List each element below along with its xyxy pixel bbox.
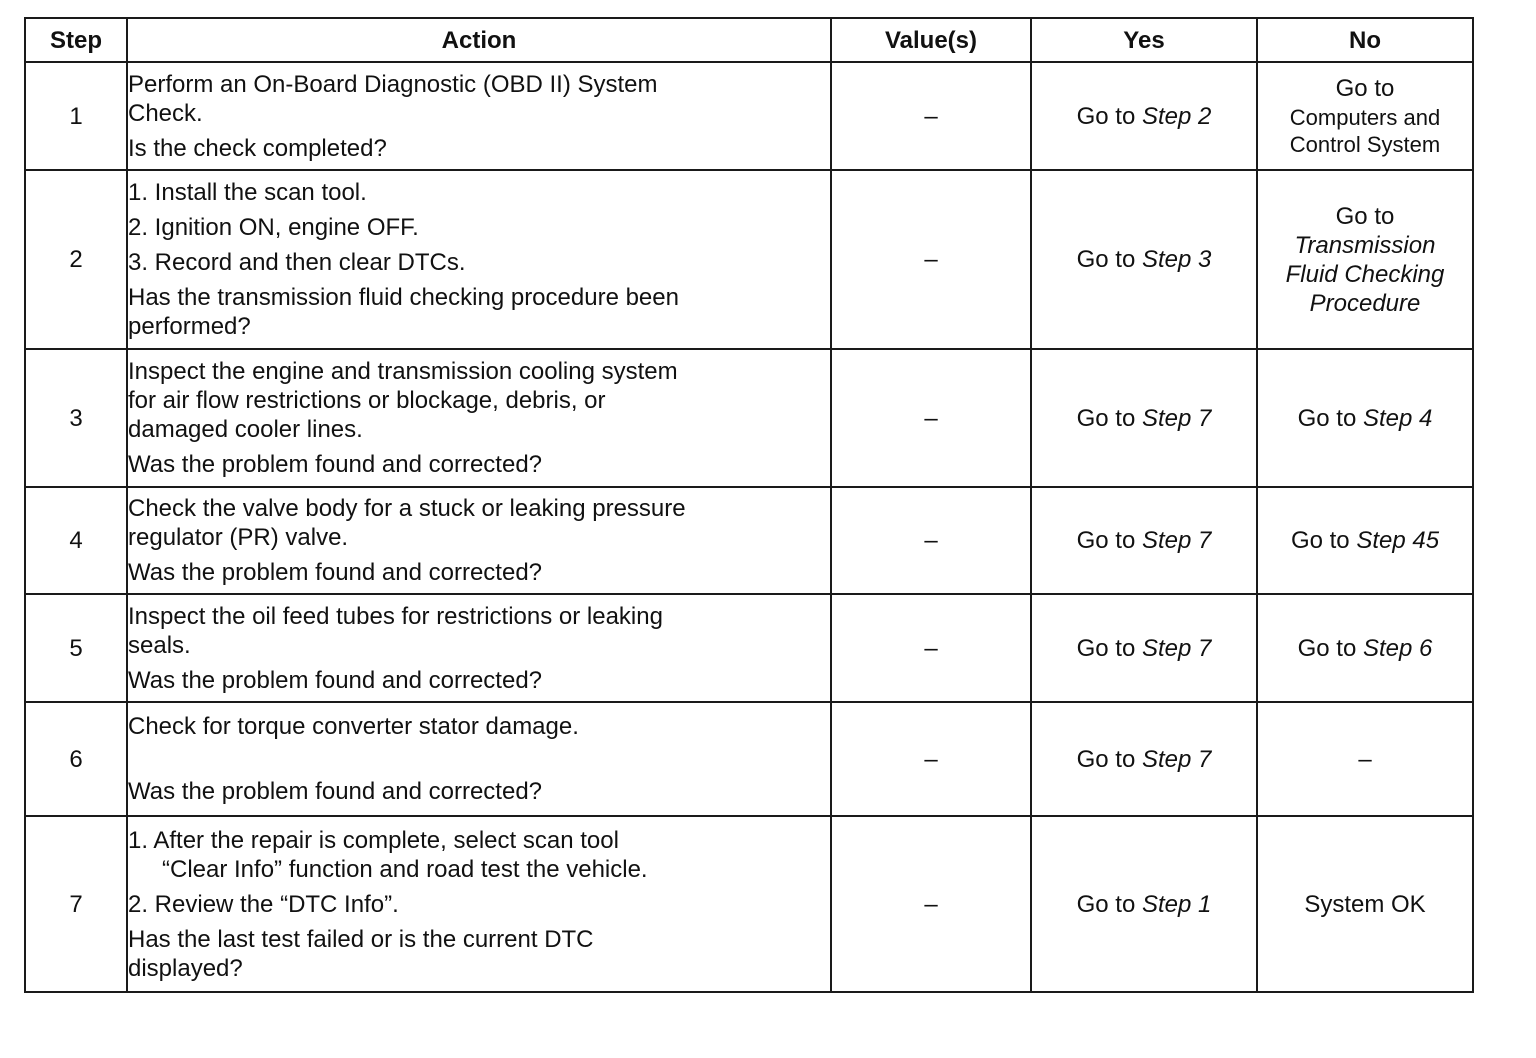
no-cell: System OK [1257, 816, 1473, 992]
action-line: Has the last test failed or is the current DTC [128, 925, 594, 953]
no-cell [1257, 349, 1473, 487]
action-line: Inspect the oil feed tubes for restrictions or leaking [128, 602, 663, 630]
action-line: regulator (PR) valve. [128, 524, 349, 551]
yes-step-link[interactable]: Step 3 [1141, 246, 1212, 273]
header-no: No [1257, 18, 1473, 62]
action-line: Check for torque converter stator damage. [128, 713, 579, 740]
yes-cell [1031, 349, 1257, 487]
no-cell [1257, 487, 1473, 594]
value-cell: – [831, 816, 1031, 992]
yes-cell [1031, 594, 1257, 702]
step-number: 3 [25, 349, 127, 487]
action-line: “Clear Info” function and road test the vehicle. [162, 855, 648, 883]
action-line: seals. [128, 631, 191, 659]
action-line: Inspect the engine and transmission cooling system [128, 358, 678, 385]
yes-step-link[interactable]: Step 7 [1141, 634, 1212, 662]
table-row [25, 594, 1473, 702]
yes-cell [1031, 702, 1257, 816]
no-line: Go to [1335, 202, 1395, 230]
action-cell [127, 62, 831, 170]
no-prefix: Go to [1290, 527, 1357, 554]
yes-prefix: Go to [1076, 527, 1142, 554]
action-line: 1. Install the scan tool. [128, 179, 367, 206]
table-row [25, 816, 1473, 992]
no-cell [1257, 594, 1473, 702]
no-step-link[interactable]: Procedure [1309, 289, 1421, 317]
yes-step-link[interactable]: Step 7 [1141, 404, 1212, 432]
action-line: performed? [128, 313, 251, 340]
yes-prefix: Go to [1076, 102, 1142, 130]
action-line: Has the transmission fluid checking procedure been [128, 284, 679, 311]
diagnostic-table [24, 17, 1474, 993]
table-row [25, 702, 1473, 816]
step-number: 5 [25, 594, 127, 702]
header-values: Value(s) [831, 18, 1031, 62]
value-cell: – [831, 62, 1031, 170]
action-cell [127, 349, 831, 487]
action-line: damaged cooler lines. [128, 416, 363, 443]
no-step-link[interactable]: Step 4 [1362, 404, 1433, 432]
value-cell: – [831, 702, 1031, 816]
yes-cell [1031, 816, 1257, 992]
action-line: Check the valve body for a stuck or leaking pressure [128, 495, 686, 522]
no-cell [1257, 62, 1473, 170]
value-cell: – [831, 349, 1031, 487]
no-cell: – [1257, 702, 1473, 816]
action-line: Was the problem found and corrected? [128, 778, 543, 805]
no-line[interactable]: Control System [1289, 132, 1441, 157]
yes-cell [1031, 487, 1257, 594]
table-row [25, 349, 1473, 487]
yes-prefix: Go to [1076, 246, 1142, 273]
action-line: 2. Ignition ON, engine OFF. [128, 214, 419, 241]
yes-cell [1031, 170, 1257, 349]
yes-prefix: Go to [1076, 634, 1142, 662]
step-number: 4 [25, 487, 127, 594]
action-line: Was the problem found and corrected? [128, 666, 543, 694]
action-line: Was the problem found and corrected? [128, 559, 543, 586]
action-line: displayed? [128, 954, 243, 982]
yes-step-link[interactable]: Step 1 [1141, 890, 1212, 918]
yes-step-link[interactable]: Step 7 [1141, 527, 1212, 554]
action-line: 2. Review the “DTC Info”. [128, 890, 399, 918]
no-line: Go to [1335, 75, 1395, 102]
value-cell: – [831, 170, 1031, 349]
no-prefix: Go to [1297, 634, 1363, 662]
action-cell [127, 170, 831, 349]
step-number: 6 [25, 702, 127, 816]
header-yes: Yes [1031, 18, 1257, 62]
action-cell [127, 702, 831, 816]
action-line: 1. After the repair is complete, select scan tool [128, 826, 619, 854]
yes-cell [1031, 62, 1257, 170]
action-line: Was the problem found and corrected? [128, 451, 543, 478]
yes-prefix: Go to [1076, 890, 1142, 918]
action-line: Check. [128, 99, 203, 127]
header-row [25, 18, 1473, 62]
no-step-link[interactable]: Step 6 [1362, 634, 1433, 662]
action-cell [127, 594, 831, 702]
table-row [25, 170, 1473, 349]
no-prefix: Go to [1297, 404, 1363, 432]
step-number: 2 [25, 170, 127, 349]
yes-step-link[interactable]: Step 7 [1141, 745, 1212, 773]
action-line: Is the check completed? [128, 134, 387, 162]
action-line: for air flow restrictions or blockage, debris, or [128, 387, 606, 414]
step-number: 1 [25, 62, 127, 170]
action-cell [127, 816, 831, 992]
no-line[interactable]: Computers and [1289, 105, 1441, 130]
value-cell: – [831, 594, 1031, 702]
no-cell [1257, 170, 1473, 349]
step-number: 7 [25, 816, 127, 992]
yes-prefix: Go to [1076, 745, 1142, 773]
header-action: Action [127, 18, 831, 62]
yes-prefix: Go to [1076, 404, 1142, 432]
table-row [25, 487, 1473, 594]
action-cell [127, 487, 831, 594]
table-row [25, 62, 1473, 170]
value-cell: – [831, 487, 1031, 594]
action-line: 3. Record and then clear DTCs. [128, 249, 466, 276]
header-step: Step [25, 18, 127, 62]
yes-step-link[interactable]: Step 2 [1141, 102, 1212, 130]
action-line: Perform an On-Board Diagnostic (OBD II) System [128, 70, 658, 98]
no-step-link[interactable]: Fluid Checking [1285, 260, 1445, 288]
no-step-link[interactable]: Step 45 [1356, 527, 1440, 554]
no-step-link[interactable]: Transmission [1294, 231, 1436, 259]
